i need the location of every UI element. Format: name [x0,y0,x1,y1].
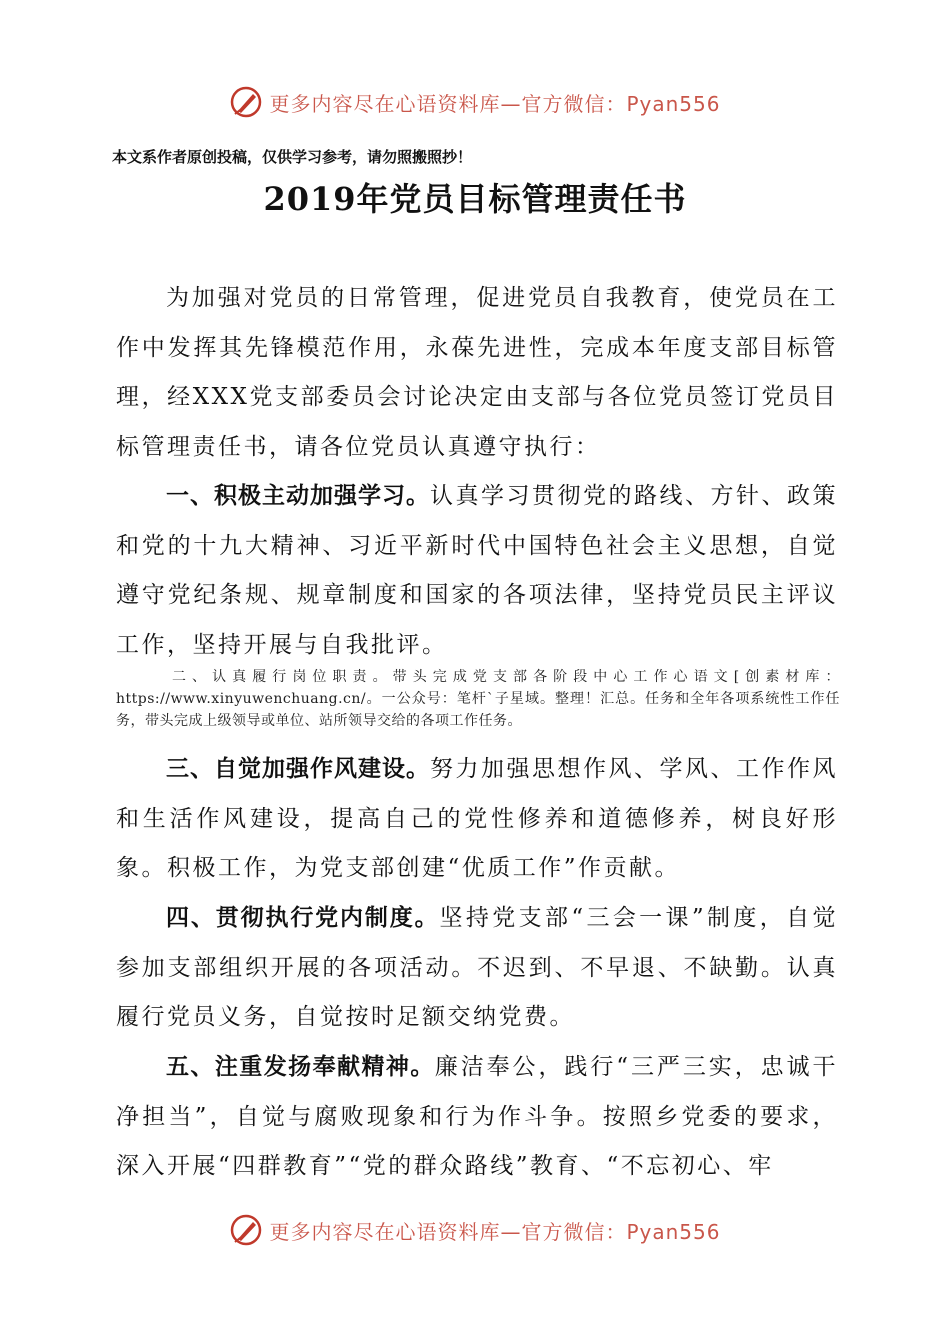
section-1-paragraph [116,472,838,670]
section-5-paragraph [116,1043,838,1192]
intro-paragraph: 为加强对党员的日常管理，促进党员自我教育，使党员在工作中发挥其先锋模范作用，永葆先进性，完成本年度支部目标管理，经XXX党支部委员会讨论决定由支部与各位党员签订党员目标管理责任书，请各位党员认真遵守执行： [116,285,838,460]
quill-pen-logo-icon [229,85,263,119]
document-title: 2019年党员目标管理责任书 [263,180,687,218]
footer-banner-text: 更多内容尽在心语资料库—官方微信：Pyan556 [269,1219,721,1244]
section-3-paragraph [116,745,838,894]
quill-pen-logo-icon [229,1213,263,1247]
section-1-body: 认真学习贯彻党的路线、方针、政策和党的十九大精神、习近平新时代中国特色社会主义思想，自觉遵守党纪条规、规章制度和国家的各项法律，坚持党员民主评议工作，坚持开展与自我批评。 [116,483,838,658]
section-4-heading: 四、贯彻执行党内制度。 [166,905,440,931]
section-4-paragraph [116,894,838,1043]
copyright-notice: 本文系作者原创投稿，仅供学习参考，请勿照搬照抄！ [112,148,473,166]
section-3-body: 努力加强思想作风、学风、工作作风和生活作风建设，提高自己的党性修养和道德修养，树良好形象。积极工作，为党支部创建“优质工作”作贡献。 [116,756,838,881]
section-5-heading: 五、注重发扬奉献精神。 [166,1054,435,1080]
section-1-heading: 一、积极主动加强学习。 [166,483,430,509]
section-5-body: 廉洁奉公，践行“三严三实，忠诚干净担当”，自觉与腐败现象和行为作斗争。按照乡党委的要求，深入开展“四群教育”“党的群众路线”教育、“不忘初心、牢 [116,1054,839,1179]
section-3-heading: 三、自觉加强作风建设。 [166,756,430,782]
footer-banner [0,1210,950,1250]
header-banner [0,82,950,122]
section-2-paragraph: 二、认真履行岗位职责。带头完成党支部各阶段中心工作心语文[创素材库：https://www.xinyuwenchuang.cn/。一公众号：笔杆`子星域。整理！汇总。任务和全年各项系统性工作任务，带头完成上级领导或单位、站所领导交给的各项工作任务。 [116,669,840,729]
header-banner-text: 更多内容尽在心语资料库—官方微信：Pyan556 [269,91,721,116]
section-4-body: 坚持党支部“三会一课”制度，自觉参加支部组织开展的各项活动。不迟到、不早退、不缺勤。认真履行党员义务，自觉按时足额交纳党费。 [116,905,838,1030]
